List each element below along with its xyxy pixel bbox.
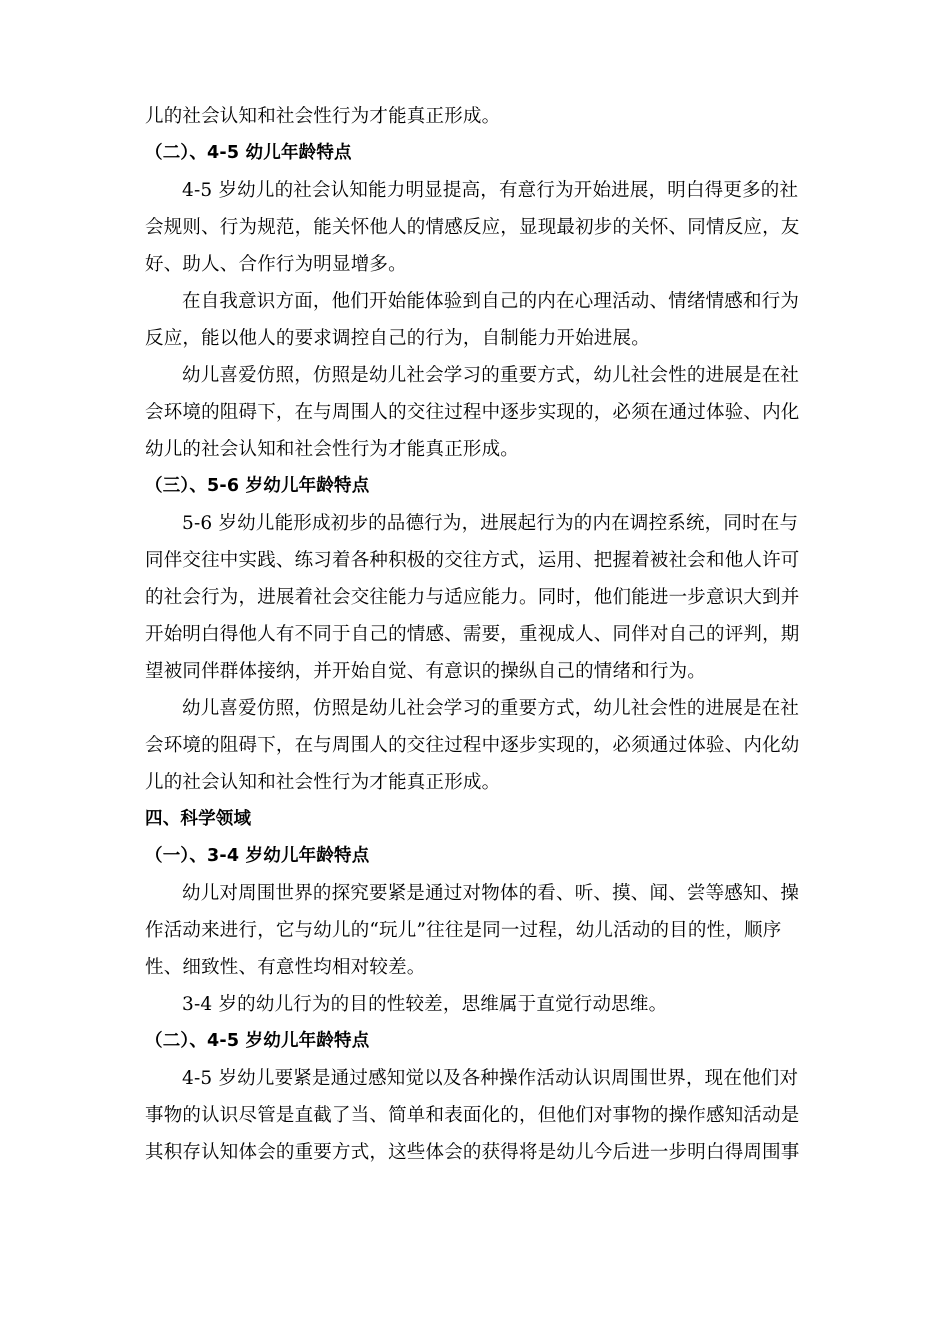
text-line: 反应，能以他人的要求调控自己的行为，自制能力开始进展。 — [145, 328, 650, 349]
text-line: 5-6 岁幼儿能形成初步的品德行为，进展起行为的内在调控系统，同时在与 — [182, 513, 799, 534]
text-line: 幼儿的社会认知和社会性行为才能真正形成。 — [145, 439, 520, 460]
text-line: 儿的社会认知和社会性行为才能真正形成。 — [145, 106, 501, 127]
text-line: 望被同伴群体接纳，并开始自觉、有意识的操纵自己的情绪和行为。 — [145, 661, 707, 682]
text-line: 在自我意识方面，他们开始能体验到自己的内在心理活动、情绪情感和行为 — [182, 291, 800, 312]
text-line: 性、细致性、有意性均相对较差。 — [145, 957, 426, 978]
text-line: 儿的社会认知和社会性行为才能真正形成。 — [145, 772, 501, 793]
text-line: 事物的认识尽管是直截了当、简单和表面化的，但他们对事物的操作感知活动是 — [145, 1105, 800, 1126]
text-line: 好、助人、合作行为明显增多。 — [145, 254, 407, 275]
text-line: 幼儿对周围世界的探究要紧是通过对物体的看、听、摸、闻、尝等感知、操 — [182, 883, 800, 904]
text-line: 同伴交往中实践、练习着各种积极的交往方式，运用、把握着被社会和他人许可 — [145, 550, 800, 571]
text-line: 会环境的阻碍下，在与周围人的交往过程中逐步实现的，必须通过体验、内化幼 — [145, 735, 800, 756]
text-line: 4-5 岁幼儿要紧是通过感知觉以及各种操作活动认识周围世界，现在他们对 — [182, 1068, 799, 1089]
text-line: 会环境的阻碍下，在与周围人的交往过程中逐步实现的，必须在通过体验、内化 — [145, 402, 800, 423]
section-heading: （一）、3-4 岁幼儿年龄特点 — [145, 846, 370, 866]
text-line: 3-4 岁的幼儿行为的目的性较差，思维属于直觉行动思维。 — [182, 994, 668, 1015]
text-line: 开始明白得他人有不同于自己的情感、需要，重视成人、同伴对自己的评判，期 — [145, 624, 800, 645]
section-heading: （二）、4-5 幼儿年龄特点 — [145, 143, 352, 163]
text-line: 幼儿喜爱仿照，仿照是幼儿社会学习的重要方式，幼儿社会性的进展是在社 — [182, 365, 800, 386]
text-line: 其积存认知体会的重要方式，这些体会的获得将是幼儿今后进一步明白得周围事 — [145, 1142, 800, 1163]
section-heading: （二）、4-5 岁幼儿年龄特点 — [145, 1031, 370, 1051]
section-heading: 四、科学领域 — [145, 809, 252, 829]
text-line: 作活动来进行，它与幼儿的“玩儿”往往是同一过程，幼儿活动的目的性，顺序 — [145, 920, 782, 941]
text-line: 幼儿喜爱仿照，仿照是幼儿社会学习的重要方式，幼儿社会性的进展是在社 — [182, 698, 800, 719]
text-line: 会规则、行为规范，能关怀他人的情感反应，显现最初步的关怀、同情反应，友 — [145, 217, 800, 238]
text-line: 的社会行为，进展着社会交往能力与适应能力。同时，他们能进一步意识大到并 — [145, 587, 800, 608]
document-body — [145, 98, 825, 1171]
text-line: 4-5 岁幼儿的社会认知能力明显提高，有意行为开始进展，明白得更多的社 — [182, 180, 799, 201]
section-heading: （三）、5-6 岁幼儿年龄特点 — [145, 476, 370, 496]
